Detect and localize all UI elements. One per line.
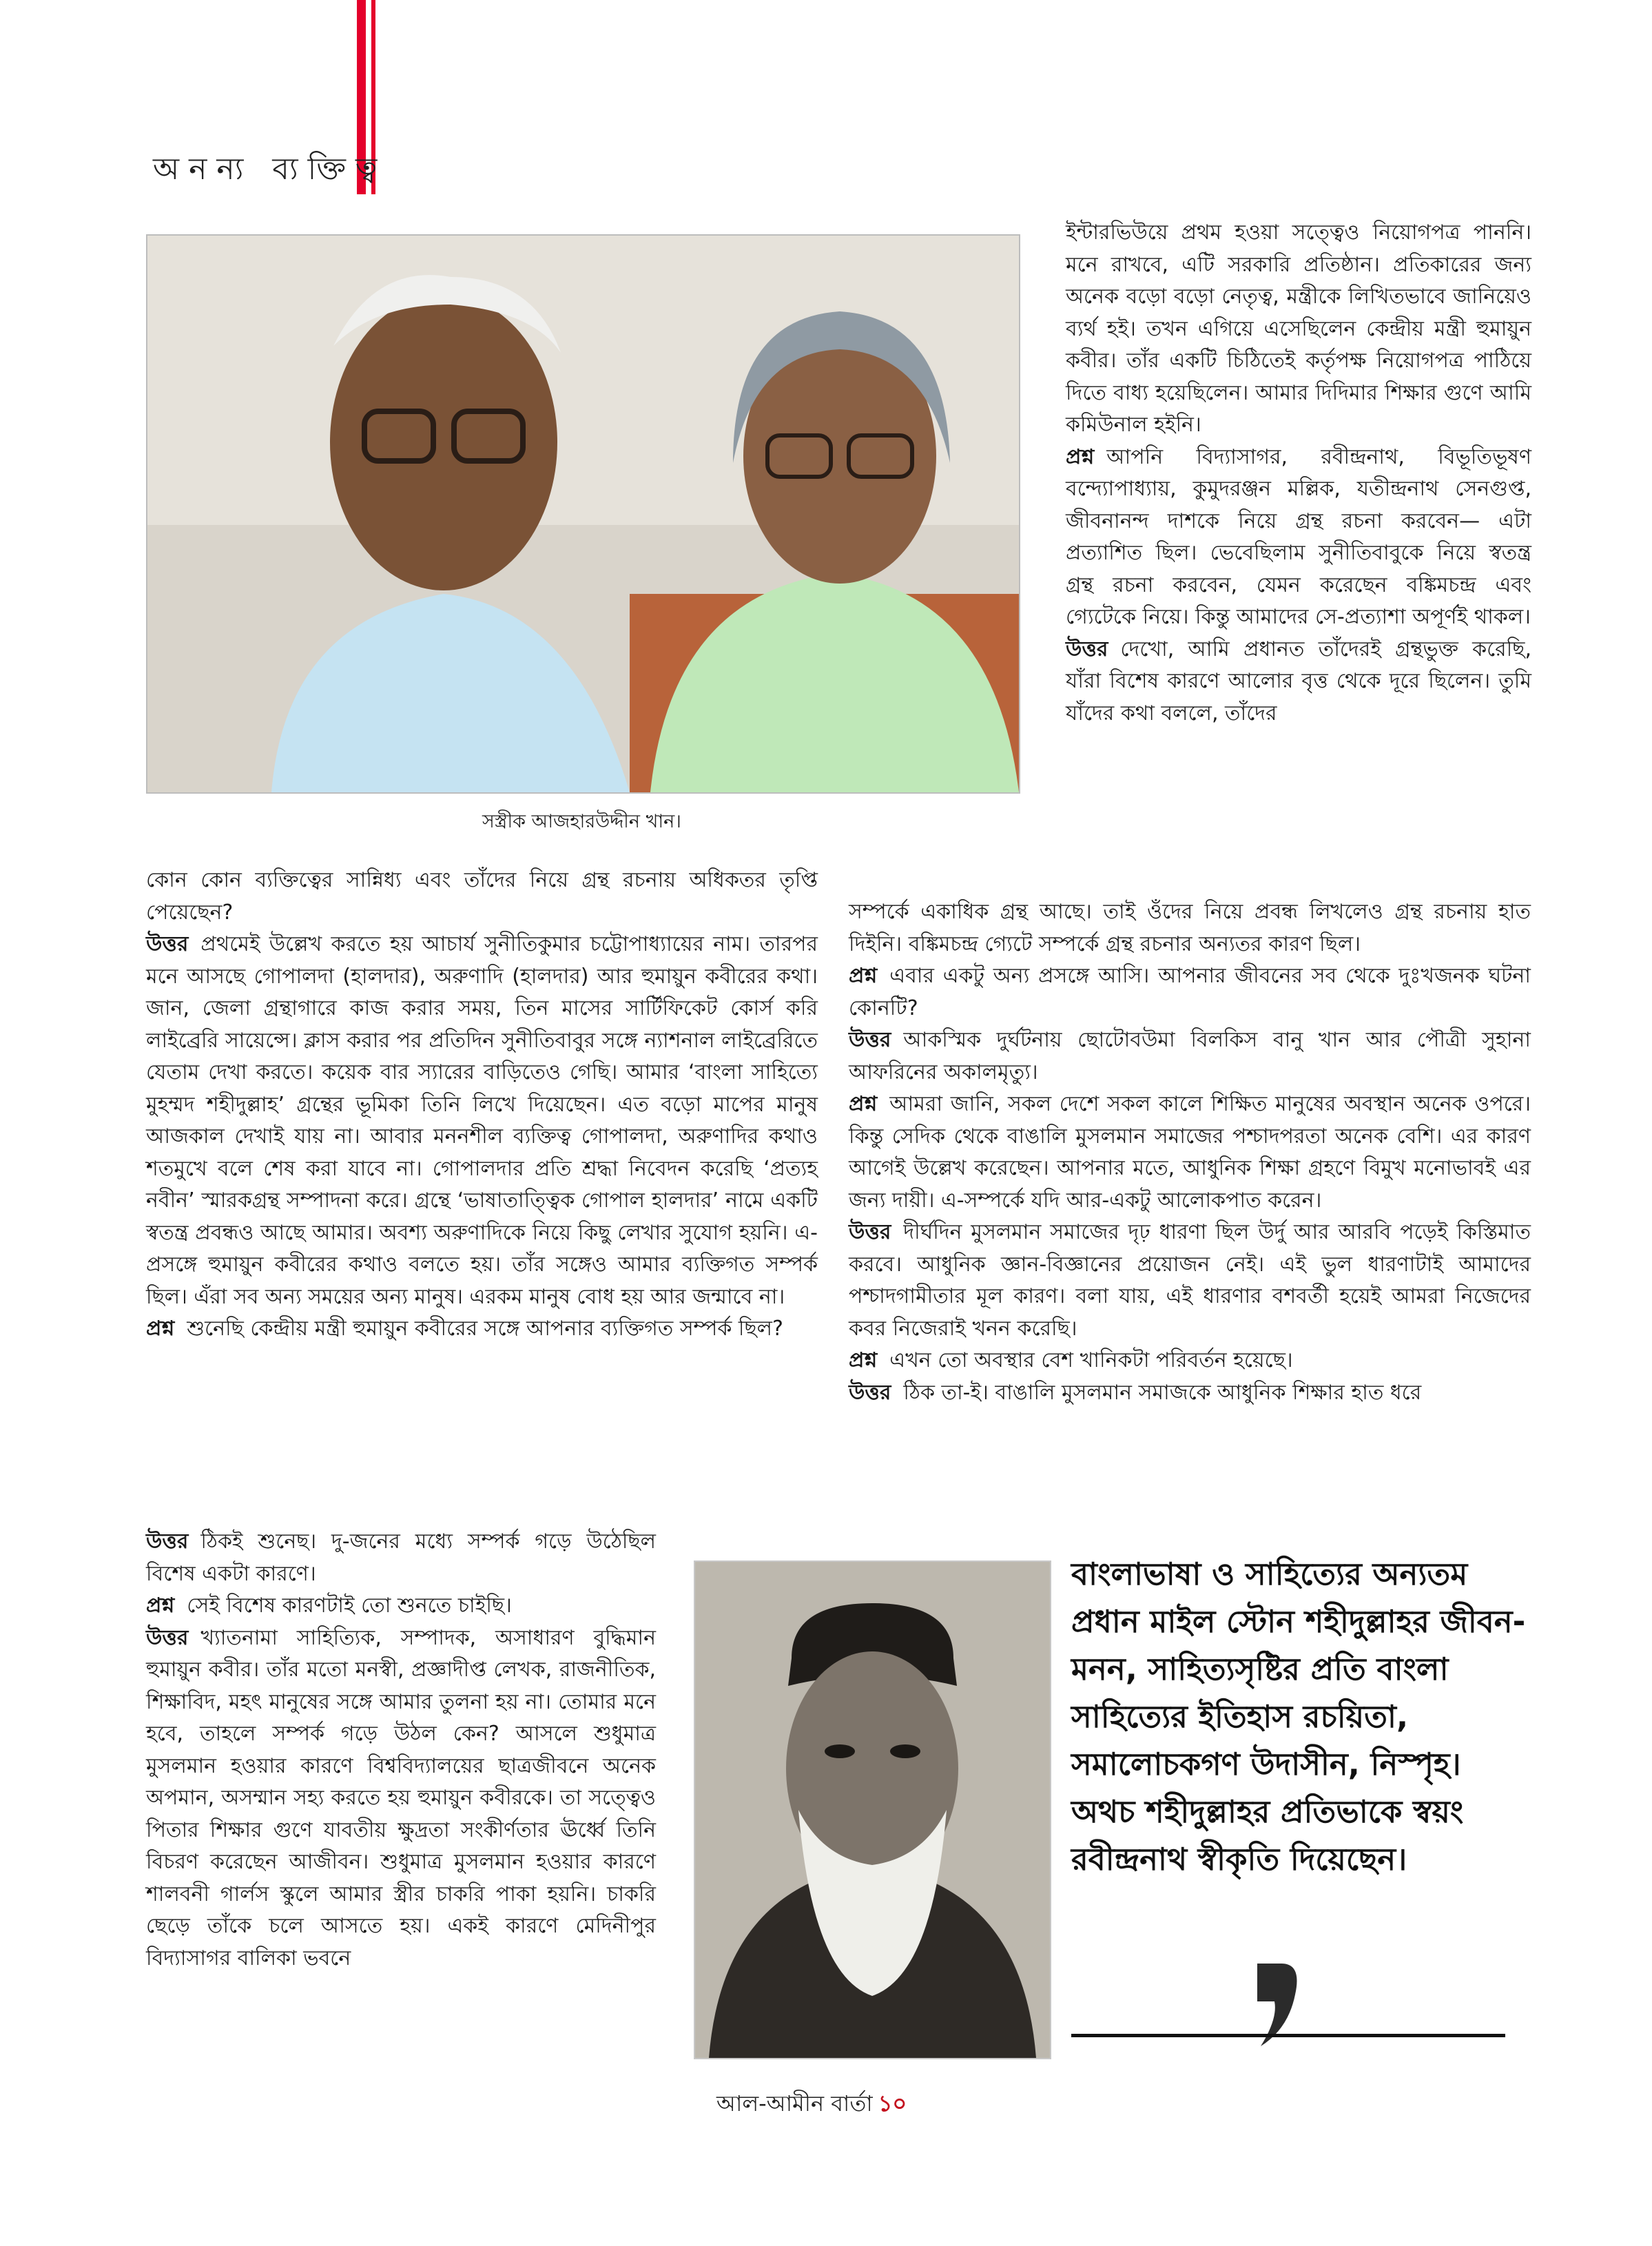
answer-paragraph — [146, 1622, 656, 1975]
question-text: আপনি বিদ্যাসাগর, রবীন্দ্রনাথ, বিভূতিভূষণ বন্দ্যোপাধ্যায়, কুমুদরঞ্জন মল্লিক, যতীন্দ্রনাথ সেনগুপ্ত, জীবনানন্দ দাশকে নিয়ে গ্রন্থ রচনা করবেন— এটা প্রত্যাশিত ছিল। ভেবেছিলাম সুনীতিবাবুকে নিয়ে স্বতন্ত্র গ্রন্থ রচনা করবেন, যেমন করেছেন বঙ্কিমচন্দ্র এবং গ্যেটেকে নিয়ে। কিন্তু আমাদের সে-প্রত্যাশা অপূর্ণই থাকল। — [1066, 444, 1531, 629]
answer-text: আকস্মিক দুর্ঘটনায় ছোটোবউমা বিলকিস বানু খান আর পৌত্রী সুহানা আফরিনের অকালমৃত্যু। — [849, 1028, 1531, 1084]
question-label: প্রশ্ন — [849, 1092, 878, 1116]
couple-photo-caption: সস্ত্রীক আজহারউদ্দীন খান। — [482, 811, 681, 832]
question-label: প্রশ্ন — [849, 1348, 878, 1372]
couple-photo-illustration — [147, 236, 1019, 792]
question-label: প্রশ্ন — [1066, 444, 1095, 469]
portrait-illustration — [695, 1562, 1050, 2058]
question-paragraph — [849, 1345, 1531, 1377]
publication-name: আল-আমীন বার্তা — [716, 2090, 873, 2116]
question-paragraph — [849, 1089, 1531, 1217]
question-label: প্রশ্ন — [146, 1317, 175, 1341]
answer-text: ঠিকই শুনেছ। দু-জনের মধ্যে সম্পর্ক গড়ে উঠেছিল বিশেষ একটা কারণে। — [146, 1529, 656, 1586]
question-text: এবার একটু অন্য প্রসঙ্গে আসি। আপনার জীবনের সব থেকে দুঃখজনক ঘটনা কোনটি? — [849, 964, 1531, 1020]
answer-text: দেখো, আমি প্রধানত তাঁদেরই গ্রন্থভুক্ত করেছি, যাঁরা বিশেষ কারণে আলোর বৃত্ত থেকে দূরে ছিলেন। তুমি যাঁদের কথা বললে, তাঁদের — [1066, 637, 1531, 725]
couple-photo — [146, 234, 1020, 794]
answer-paragraph — [1066, 634, 1531, 730]
column-middle-right — [849, 896, 1531, 1409]
question-text: সেই বিশেষ কারণটাই তো শুনতে চাইছি। — [187, 1594, 512, 1618]
section-title: অনন্য ব্যক্তিত্ব — [153, 152, 387, 187]
answer-label: উত্তর — [146, 932, 189, 956]
question-paragraph — [146, 1313, 818, 1346]
question-text: আমরা জানি, সকল দেশে সকল কালে শিক্ষিত মানুষের অবস্থান অনেক ওপরে। কিন্তু সেদিক থেকে বাঙালি মুসলমান সমাজের পশ্চাদপরতা অনেক বেশি। এর কারণ আগেই উল্লেখ করেছেন। আপনার মতে, আধুনিক শিক্ষা গ্রহণে বিমুখ মনোভাবই এর জন্য দায়ী। এ-সম্পর্কে যদি আর-একটু আলোকপাত করেন। — [849, 1092, 1531, 1213]
question-paragraph — [1066, 442, 1531, 634]
paragraph: কোন কোন ব্যক্তিত্বের সান্নিধ্য এবং তাঁদের নিয়ে গ্রন্থ রচনায় অধিকতর তৃপ্তি পেয়েছেন? — [146, 868, 818, 925]
pull-quote: বাংলাভাষা ও সাহিত্যের অন্যতম প্রধান মাইল স্টোন শহীদুল্লাহর জীবন-মনন, সাহিত্যসৃষ্টির প্রতি বাংলা সাহিত্যের ইতিহাস রচয়িতা, সমালোচকগণ উদাসীন, নিস্পৃহ। অথচ শহীদুল্লাহর প্রতিভাকে স্বয়ং রবীন্দ্রনাথ স্বীকৃতি দিয়েছেন। — [1071, 1556, 1526, 1877]
answer-paragraph — [146, 929, 818, 1313]
answer-label: উত্তর — [146, 1529, 189, 1554]
pull-quote-rule — [1071, 2034, 1505, 2037]
column-bottom-left — [146, 1526, 656, 1975]
answer-label: উত্তর — [146, 1625, 189, 1650]
question-paragraph — [146, 1590, 656, 1622]
paragraph: সম্পর্কে একাধিক গ্রন্থ আছে। তাই ওঁদের নিয়ে প্রবন্ধ লিখলেও গ্রন্থ রচনায় হাত দিইনি। বঙ্কিমচন্দ্র গ্যেটে সম্পর্কে গ্রন্থ রচনার অন্যতর কারণ ছিল। — [849, 900, 1531, 956]
question-label: প্রশ্ন — [146, 1594, 175, 1618]
question-paragraph — [849, 960, 1531, 1024]
answer-label: উত্তর — [849, 1380, 891, 1405]
answer-label: উত্তর — [849, 1220, 891, 1244]
answer-paragraph — [146, 1526, 656, 1590]
shahidullah-portrait-photo — [694, 1560, 1051, 2059]
answer-paragraph — [849, 1217, 1531, 1345]
question-text: শুনেছি কেন্দ্রীয় মন্ত্রী হুমায়ুন কবীরের সঙ্গে আপনার ব্যক্তিগত সম্পর্ক ছিল? — [187, 1317, 783, 1341]
answer-text: ঠিক তা-ই। বাঙালি মুসলমান সমাজকে আধুনিক শিক্ষার হাত ধরে — [903, 1380, 1422, 1405]
question-text: এখন তো অবস্থার বেশ খানিকটা পরিবর্তন হয়েছে। — [889, 1348, 1293, 1372]
answer-text: প্রথমেই উল্লেখ করতে হয় আচার্য সুনীতিকুমার চট্টোপাধ্যায়ের নাম। তারপর মনে আসছে গোপালদা (হালদার), অরুণাদি (হালদার) আর হুমায়ুন কবীরের কথা। জান, জেলা গ্রন্থাগারে কাজ করার সময়, তিন মাসের সার্টিফিকেট কোর্স করি লাইব্রেরি সায়েন্সে। ক্লাস করার পর প্রতিদিন সুনীতিবাবুর সঙ্গে ন্যাশনাল লাইব্রেরিতে যেতাম দেখা করতে। কয়েক বার স্যারের বাড়িতেও গেছি। আমার ‘বাংলা সাহিত্যে মুহম্মদ শহীদুল্লাহ’ গ্রন্থের ভূমিকা তিনি লিখে দিয়েছেন। এত বড়ো মাপের মানুষ আজকাল দেখাই যায় না। আবার মননশীল ব্যক্তিত্ব গোপালদা, অরুণাদির কথাও শতমুখে বলে শেষ করা যাবে না। গোপালদার প্রতি শ্রদ্ধা নিবেদন করেছি ‘প্রত্যহ নবীন’ স্মারকগ্রন্থ সম্পাদনা করে। গ্রন্থে ‘ভাষাতাত্ত্বিক গোপাল হালদার’ নামে একটি স্বতন্ত্র প্রবন্ধও আছে আমার। অবশ্য অরুণাদিকে নিয়ে কিছু লেখার সুযোগ হয়নি। এ-প্রসঙ্গে হুমায়ুন কবীরের কথাও বলতে হয়। তাঁর সঙ্গেও আমার ব্যক্তিগত সম্পর্ক ছিল। এঁরা সব অন্য সময়ের অন্য মানুষ। এরকম মানুষ বোধ হয় আর জন্মাবে না। — [146, 932, 818, 1309]
answer-paragraph — [849, 1024, 1531, 1089]
page-footer — [716, 2086, 907, 2123]
answer-paragraph — [849, 1377, 1531, 1410]
column-top-right — [1066, 217, 1531, 730]
answer-label: উত্তর — [1066, 637, 1108, 661]
answer-text: খ্যাতনামা সাহিত্যিক, সম্পাদক, অসাধারণ বুদ্ধিমান হুমায়ুন কবীর। তাঁর মতো মনস্বী, প্রজ্ঞাদীপ্ত লেখক, রাজনীতিক, শিক্ষাবিদ, মহৎ মানুষের সঙ্গে আমার তুলনা হয় না। তোমার মনে হবে, তাহলে সম্পর্ক গড়ে উঠল কেন? আসলে শুধুমাত্র মুসলমান হওয়ার কারণে বিশ্ববিদ্যালয়ের ছাত্রজীবনে অনেক অপমান, অসম্মান সহ্য করতে হয় হুমায়ুন কবীরকে। তা সত্ত্বেও পিতার শিক্ষার গুণে যাবতীয় ক্ষুদ্রতা সংকীর্ণতার ঊর্ধ্বে তিনি বিচরণ করেছেন আজীবন। শুধুমাত্র মুসলমান হওয়ার কারণে শালবনী গার্লস স্কুলে আমার স্ত্রীর চাকরি পাকা হয়নি। চাকরি ছেড়ে তাঁকে চলে আসতে হয়। একই কারণে মেদিনীপুর বিদ্যাসাগর বালিকা ভবনে — [146, 1625, 656, 1970]
paragraph: ইন্টারভিউয়ে প্রথম হওয়া সত্ত্বেও নিয়োগপত্র পাননি। মনে রাখবে, এটি সরকারি প্রতিষ্ঠান। প্রতিকারের জন্য অনেক বড়ো বড়ো নেতৃত্ব, মন্ত্রীকে লিখিতভাবে জানিয়েও ব্যর্থ হই। তখন এগিয়ে এসেছিলেন কেন্দ্রীয় মন্ত্রী হুমায়ুন কবীর। তাঁর একটি চিঠিতেই কর্তৃপক্ষ নিয়োগপত্র পাঠিয়ে দিতে বাধ্য হয়েছিলেন। আমার দিদিমার শিক্ষার গুণে আমি কমিউনাল হইনি। — [1066, 220, 1531, 437]
column-middle-left — [146, 865, 818, 1346]
answer-text: দীর্ঘদিন মুসলমান সমাজের দৃঢ় ধারণা ছিল উর্দু আর আরবি পড়েই কিস্তিমাত করবে। আধুনিক জ্ঞান-বিজ্ঞানের প্রয়োজন নেই। এই ভুল ধারণাটাই আমাদের পশ্চাদগামীতার মূল কারণ। বলা যায়, এই ধারণার বশবর্তী হয়েই আমরা নিজেদের কবর নিজেরাই খনন করেছি। — [849, 1220, 1531, 1341]
page-number: ১০ — [878, 2090, 907, 2116]
answer-label: উত্তর — [849, 1028, 891, 1052]
question-label: প্রশ্ন — [849, 964, 878, 988]
